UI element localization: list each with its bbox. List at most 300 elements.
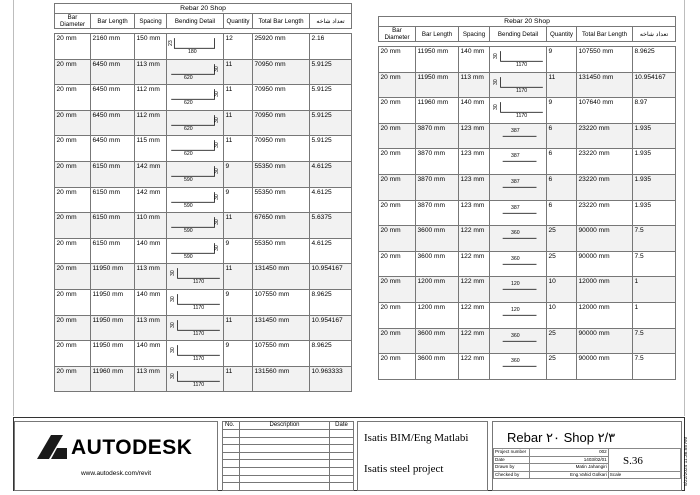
spacing-cell: 142 mm <box>135 187 167 213</box>
table-row <box>55 264 352 290</box>
total-length-cell: 90000 mm <box>577 354 633 380</box>
bending-detail-cell <box>167 59 224 85</box>
bar-diameter-cell: 20 mm <box>55 289 91 315</box>
spacing-cell: 123 mm <box>459 200 490 226</box>
table-row <box>55 34 352 60</box>
spacing-cell: 140 mm <box>135 238 167 264</box>
bar-length-cell: 11950 mm <box>91 289 135 315</box>
bend-dimension-label: 30 <box>493 78 499 85</box>
column-header: Bar Diameter <box>379 27 416 42</box>
branch-count-cell: 8.97 <box>633 98 676 124</box>
table-row <box>379 98 676 124</box>
branch-count-cell: 5.9125 <box>310 110 352 136</box>
revision-cell[interactable] <box>223 445 240 453</box>
bend-dimension-label: 180 <box>188 49 197 55</box>
bending-detail-cell <box>167 264 224 290</box>
table-row <box>379 328 676 354</box>
revision-row <box>223 475 354 483</box>
bend-dimension-label: 30 <box>493 104 499 111</box>
revision-cell[interactable] <box>223 475 240 483</box>
bend-dimension-label: 23 <box>168 40 174 46</box>
bend-dimension-label: 1170 <box>516 87 528 94</box>
total-length-cell: 131450 mm <box>577 72 633 98</box>
bending-shape <box>167 290 223 315</box>
total-length-cell: 23220 mm <box>577 200 633 226</box>
table-row <box>379 123 676 149</box>
bending-shape <box>167 239 223 264</box>
branch-count-cell: 4.6125 <box>310 161 352 187</box>
field-value: Eng.Vahid Golkari <box>529 471 608 479</box>
spacing-cell: 140 mm <box>135 341 167 367</box>
quantity-cell: 11 <box>224 315 253 341</box>
bending-detail-cell <box>490 149 547 175</box>
branch-count-cell: 5.6375 <box>310 213 352 239</box>
bar-length-cell: 11960 mm <box>416 98 459 124</box>
sheet-number-cell <box>608 449 680 472</box>
bar-shape-line <box>171 115 214 125</box>
bend-dimension-label: 387 <box>511 178 520 185</box>
scale-label: Scale <box>608 471 680 479</box>
total-length-cell: 70950 mm <box>253 59 310 85</box>
branch-count-cell: 10.963333 <box>310 366 352 392</box>
bar-shape-line <box>501 77 543 87</box>
bar-length-cell: 1200 mm <box>416 277 459 303</box>
left-rebar-schedule <box>54 3 352 392</box>
bending-shape <box>490 329 546 354</box>
revision-cell[interactable] <box>240 475 330 483</box>
spacing-cell: 113 mm <box>135 315 167 341</box>
revision-cell[interactable] <box>223 460 240 468</box>
revision-cell[interactable] <box>240 437 330 445</box>
revision-row <box>223 467 354 475</box>
total-length-cell: 67650 mm <box>253 213 310 239</box>
quantity-cell: 6 <box>547 200 577 226</box>
quantity-cell: 9 <box>224 187 253 213</box>
autodesk-wordmark: AUTODESK <box>71 436 193 459</box>
spacing-cell: 113 mm <box>135 59 167 85</box>
field-label: Checked by <box>494 471 530 479</box>
branch-count-cell: 4.6125 <box>310 187 352 213</box>
bend-dimension-label: 360 <box>511 358 520 365</box>
bar-length-cell: 1200 mm <box>416 302 459 328</box>
bending-shape <box>490 73 546 98</box>
sheet-fields-table <box>493 448 681 479</box>
branch-count-cell: 1.935 <box>633 174 676 200</box>
column-header: Bending Detail <box>490 27 547 42</box>
bending-shape <box>167 34 223 59</box>
bar-shape-line <box>178 345 220 355</box>
revision-cell[interactable] <box>330 483 354 491</box>
bend-dimension-label: 387 <box>511 127 520 134</box>
spacing-cell: 122 mm <box>459 354 490 380</box>
spacing-cell: 122 mm <box>459 251 490 277</box>
revision-cell[interactable] <box>330 452 354 460</box>
bending-detail-cell <box>167 85 224 111</box>
table-row <box>55 213 352 239</box>
bar-length-cell: 6450 mm <box>91 136 135 162</box>
table-row <box>55 136 352 162</box>
spacing-cell: 112 mm <box>135 85 167 111</box>
bar-diameter-cell: 20 mm <box>55 85 91 111</box>
bar-diameter-cell: 20 mm <box>55 110 91 136</box>
column-header: Quantity <box>224 14 253 29</box>
bending-detail-cell <box>490 98 547 124</box>
spacing-cell: 122 mm <box>459 302 490 328</box>
bending-shape <box>167 188 223 213</box>
bar-diameter-cell: 20 mm <box>55 136 91 162</box>
bar-shape-line <box>171 89 214 99</box>
bar-shape-drawing <box>167 213 223 238</box>
bend-dimension-label: 30 <box>170 270 176 277</box>
bar-diameter-cell: 20 mm <box>55 238 91 264</box>
branch-count-cell: 7.5 <box>633 226 676 252</box>
bend-dimension-label: 620 <box>184 74 193 81</box>
bending-shape <box>490 277 546 302</box>
revision-cell[interactable] <box>330 475 354 483</box>
bending-detail-cell <box>167 136 224 162</box>
bending-detail-cell <box>167 161 224 187</box>
bar-length-cell: 3600 mm <box>416 251 459 277</box>
spacing-cell: 123 mm <box>459 174 490 200</box>
bar-diameter-cell: 20 mm <box>55 264 91 290</box>
bar-length-cell: 3870 mm <box>416 174 459 200</box>
quantity-cell: 10 <box>547 277 577 303</box>
total-length-cell: 12000 mm <box>577 302 633 328</box>
quantity-cell: 9 <box>224 341 253 367</box>
total-length-cell: 107550 mm <box>253 341 310 367</box>
branch-count-cell: 5.9125 <box>310 136 352 162</box>
table-row <box>379 226 676 252</box>
quantity-cell: 12 <box>224 34 253 60</box>
bending-shape <box>167 136 223 161</box>
bending-detail-cell <box>167 213 224 239</box>
column-header: Quantity <box>547 27 577 42</box>
branch-count-cell: 7.5 <box>633 328 676 354</box>
table-row <box>379 277 676 303</box>
total-length-cell: 23220 mm <box>577 123 633 149</box>
quantity-cell: 11 <box>224 264 253 290</box>
quantity-cell: 11 <box>224 366 253 392</box>
table-row <box>379 72 676 98</box>
print-timestamp: 5/22/2024 11:36:55 AM <box>684 436 689 486</box>
sheet-number: S.36 <box>623 455 643 467</box>
branch-count-cell: 1 <box>633 302 676 328</box>
quantity-cell: 25 <box>547 354 577 380</box>
spacing-cell: 150 mm <box>135 34 167 60</box>
branch-count-cell: 7.5 <box>633 354 676 380</box>
field-label: Project number <box>494 449 530 457</box>
field-label: Drawn by <box>494 464 530 472</box>
quantity-cell: 11 <box>224 213 253 239</box>
revision-cell[interactable] <box>330 445 354 453</box>
total-length-cell: 90000 mm <box>577 328 633 354</box>
bar-shape-line <box>178 268 220 278</box>
schedule-header-row <box>55 14 352 29</box>
bending-shape <box>490 149 546 174</box>
revision-cell[interactable] <box>240 460 330 468</box>
bending-detail-cell <box>167 341 224 367</box>
revision-row <box>223 452 354 460</box>
branch-count-cell: 8.9625 <box>310 289 352 315</box>
bending-detail-cell <box>167 366 224 392</box>
bend-dimension-label: 30 <box>170 321 176 328</box>
total-length-cell: 107550 mm <box>253 289 310 315</box>
branch-count-cell: 1.935 <box>633 149 676 175</box>
branch-count-cell: 2.16 <box>310 34 352 60</box>
bending-shape <box>167 162 223 187</box>
bar-diameter-cell: 20 mm <box>379 149 416 175</box>
bar-diameter-cell: 20 mm <box>55 341 91 367</box>
spacing-cell: 123 mm <box>459 123 490 149</box>
revision-cell[interactable] <box>223 452 240 460</box>
quantity-cell: 6 <box>547 123 577 149</box>
bending-detail-cell <box>490 200 547 226</box>
bar-shape-line <box>178 294 220 304</box>
revision-cell[interactable] <box>330 460 354 468</box>
project-panel <box>357 421 488 491</box>
bend-dimension-label: 1170 <box>193 304 205 311</box>
bend-dimension-label: 120 <box>511 281 520 288</box>
spacing-cell: 113 mm <box>135 366 167 392</box>
total-length-cell: 70950 mm <box>253 110 310 136</box>
spacing-cell: 122 mm <box>459 277 490 303</box>
table-row <box>379 302 676 328</box>
bar-diameter-cell: 20 mm <box>379 302 416 328</box>
bend-dimension-label: 1170 <box>193 330 205 337</box>
sheet-border-right <box>684 0 685 416</box>
revision-date-header: Date <box>330 422 354 430</box>
branch-count-cell: 1 <box>633 277 676 303</box>
revision-description-header: Description <box>240 422 330 430</box>
bend-dimension-label: 360 <box>511 230 520 237</box>
spacing-cell: 113 mm <box>459 72 490 98</box>
bend-dimension-label: 30 <box>214 193 220 200</box>
quantity-cell: 11 <box>224 136 253 162</box>
bending-detail-cell <box>167 289 224 315</box>
bar-shape-line <box>178 320 220 330</box>
bending-shape <box>167 85 223 110</box>
bar-shape-line <box>178 371 220 381</box>
bar-shape-line <box>171 140 214 150</box>
total-length-cell: 70950 mm <box>253 85 310 111</box>
bending-shape <box>167 367 223 392</box>
bending-shape <box>490 354 546 379</box>
spacing-cell: 122 mm <box>459 328 490 354</box>
bar-diameter-cell: 20 mm <box>55 213 91 239</box>
bar-length-cell: 6150 mm <box>91 161 135 187</box>
table-row <box>379 354 676 380</box>
table-row <box>55 187 352 213</box>
revision-cell[interactable] <box>330 430 354 438</box>
schedule-header-row <box>379 27 676 42</box>
branch-count-cell: 8.9625 <box>310 341 352 367</box>
schedule-title: Rebar 20 Shop <box>379 17 676 27</box>
autodesk-url[interactable]: www.autodesk.com/revit <box>80 470 152 477</box>
field-label: Date <box>494 456 530 464</box>
bar-diameter-cell: 20 mm <box>379 226 416 252</box>
revision-cell[interactable] <box>240 452 330 460</box>
bar-diameter-cell: 20 mm <box>55 315 91 341</box>
revision-row <box>223 437 354 445</box>
table-row <box>55 85 352 111</box>
bending-detail-cell <box>167 238 224 264</box>
bend-dimension-label: 360 <box>511 332 520 339</box>
bar-length-cell: 6150 mm <box>91 187 135 213</box>
field-value: 002 <box>529 449 608 457</box>
bending-shape <box>490 98 546 123</box>
revision-cell[interactable] <box>223 430 240 438</box>
total-length-cell: 131450 mm <box>253 264 310 290</box>
bending-detail-cell <box>167 315 224 341</box>
bend-dimension-label: 620 <box>184 125 193 132</box>
bar-length-cell: 3870 mm <box>416 200 459 226</box>
bar-diameter-cell: 20 mm <box>55 34 91 60</box>
bending-shape <box>167 341 223 366</box>
revision-cell[interactable] <box>223 467 240 475</box>
bar-diameter-cell: 20 mm <box>379 328 416 354</box>
spacing-cell: 123 mm <box>459 149 490 175</box>
table-row <box>55 289 352 315</box>
spacing-cell: 115 mm <box>135 136 167 162</box>
branch-count-cell: 1.935 <box>633 123 676 149</box>
bend-dimension-label: 1170 <box>193 279 205 286</box>
bar-diameter-cell: 20 mm <box>379 200 416 226</box>
bar-length-cell: 3600 mm <box>416 354 459 380</box>
bending-shape <box>167 111 223 136</box>
project-name: Isatis BIM/Eng Matlabi <box>364 432 469 444</box>
revision-row <box>223 430 354 438</box>
total-length-cell: 131560 mm <box>253 366 310 392</box>
bend-dimension-label: 1170 <box>193 381 205 388</box>
bending-detail-cell <box>167 34 224 60</box>
bar-shape-line <box>171 166 214 176</box>
bending-detail-cell <box>490 72 547 98</box>
field-value: 1403/02/01 <box>529 456 608 464</box>
bend-dimension-label: 30 <box>214 91 220 98</box>
bar-shape-line <box>171 243 214 253</box>
bend-dimension-label: 30 <box>170 347 176 354</box>
bend-dimension-label: 30 <box>214 142 220 149</box>
bending-shape <box>490 303 546 328</box>
revision-no-header: No. <box>223 422 240 430</box>
revision-cell[interactable] <box>330 467 354 475</box>
bar-length-cell: 11950 mm <box>416 72 459 98</box>
bend-dimension-label: 1170 <box>516 62 528 68</box>
field-value: Matin Jahangiri <box>529 464 608 472</box>
column-header: Total Bar Length <box>577 27 633 42</box>
total-length-cell: 23220 mm <box>577 149 633 175</box>
quantity-cell: 6 <box>547 174 577 200</box>
bar-diameter-cell: 20 mm <box>379 174 416 200</box>
bend-dimension-label: 30 <box>214 117 220 123</box>
branch-count-cell: 5.9125 <box>310 59 352 85</box>
bar-shape-line <box>171 217 214 227</box>
bar-length-cell: 3600 mm <box>416 328 459 354</box>
bar-shape-drawing <box>167 111 223 136</box>
spacing-cell: 110 mm <box>135 213 167 239</box>
bar-length-cell: 11960 mm <box>91 366 135 392</box>
total-length-cell: 23220 mm <box>577 174 633 200</box>
bending-shape <box>490 252 546 277</box>
table-row <box>55 341 352 367</box>
revision-cell[interactable] <box>240 467 330 475</box>
revision-cell[interactable] <box>240 483 330 491</box>
total-length-cell: 55350 mm <box>253 161 310 187</box>
bend-dimension-label: 1170 <box>193 356 205 363</box>
bar-diameter-cell: 20 mm <box>379 72 416 98</box>
total-length-cell: 25920 mm <box>253 34 310 60</box>
bending-shape <box>167 60 223 85</box>
bar-shape-line <box>171 64 214 74</box>
bar-shape-drawing <box>167 136 223 161</box>
bend-dimension-label: 620 <box>184 100 193 107</box>
bar-diameter-cell: 20 mm <box>379 47 416 73</box>
spacing-cell: 140 mm <box>135 289 167 315</box>
bending-detail-cell <box>490 226 547 252</box>
total-length-cell: 55350 mm <box>253 187 310 213</box>
revision-cell[interactable] <box>223 437 240 445</box>
bar-diameter-cell: 20 mm <box>379 354 416 380</box>
revision-cell[interactable] <box>240 445 330 453</box>
bend-dimension-label: 1170 <box>516 113 528 120</box>
total-length-cell: 12000 mm <box>577 277 633 303</box>
bar-shape-drawing <box>167 85 223 110</box>
bend-dimension-label: 387 <box>511 153 520 160</box>
spacing-cell: 140 mm <box>459 47 490 73</box>
branch-count-cell: 4.6125 <box>310 238 352 264</box>
quantity-cell: 25 <box>547 226 577 252</box>
quantity-cell: 9 <box>547 47 577 73</box>
table-row <box>55 59 352 85</box>
branch-count-cell: 10.954167 <box>310 264 352 290</box>
branch-count-cell: 10.954167 <box>633 72 676 98</box>
table-row <box>379 149 676 175</box>
bar-shape-drawing <box>167 162 223 187</box>
bend-dimension-label: 30 <box>214 65 220 72</box>
bend-dimension-label: 590 <box>184 228 193 235</box>
revision-cell[interactable] <box>223 483 240 491</box>
total-length-cell: 90000 mm <box>577 226 633 252</box>
column-header: Bar Length <box>91 14 135 29</box>
quantity-cell: 11 <box>224 85 253 111</box>
bar-shape-line <box>171 192 214 202</box>
autodesk-logo-panel <box>14 421 218 491</box>
bar-length-cell: 6450 mm <box>91 110 135 136</box>
schedule-title: Rebar 20 Shop <box>55 4 352 14</box>
spacing-cell: 122 mm <box>459 226 490 252</box>
bending-detail-cell <box>490 277 547 303</box>
quantity-cell: 6 <box>547 149 577 175</box>
bar-length-cell: 11950 mm <box>91 341 135 367</box>
bar-length-cell: 6150 mm <box>91 238 135 264</box>
bending-detail-cell <box>490 251 547 277</box>
total-length-cell: 55350 mm <box>253 238 310 264</box>
column-header: Bar Length <box>416 27 459 42</box>
bar-length-cell: 11950 mm <box>91 315 135 341</box>
column-header: Spacing <box>459 27 490 42</box>
revision-cell[interactable] <box>240 430 330 438</box>
bend-dimension-label: 30 <box>493 53 499 59</box>
bending-shape <box>167 213 223 238</box>
table-row <box>379 47 676 73</box>
bar-length-cell: 2160 mm <box>91 34 135 60</box>
quantity-cell: 9 <box>224 238 253 264</box>
bend-dimension-label: 120 <box>511 306 520 313</box>
quantity-cell: 25 <box>547 328 577 354</box>
revision-cell[interactable] <box>330 437 354 445</box>
bend-dimension-label: 30 <box>214 244 220 251</box>
quantity-cell: 9 <box>224 289 253 315</box>
